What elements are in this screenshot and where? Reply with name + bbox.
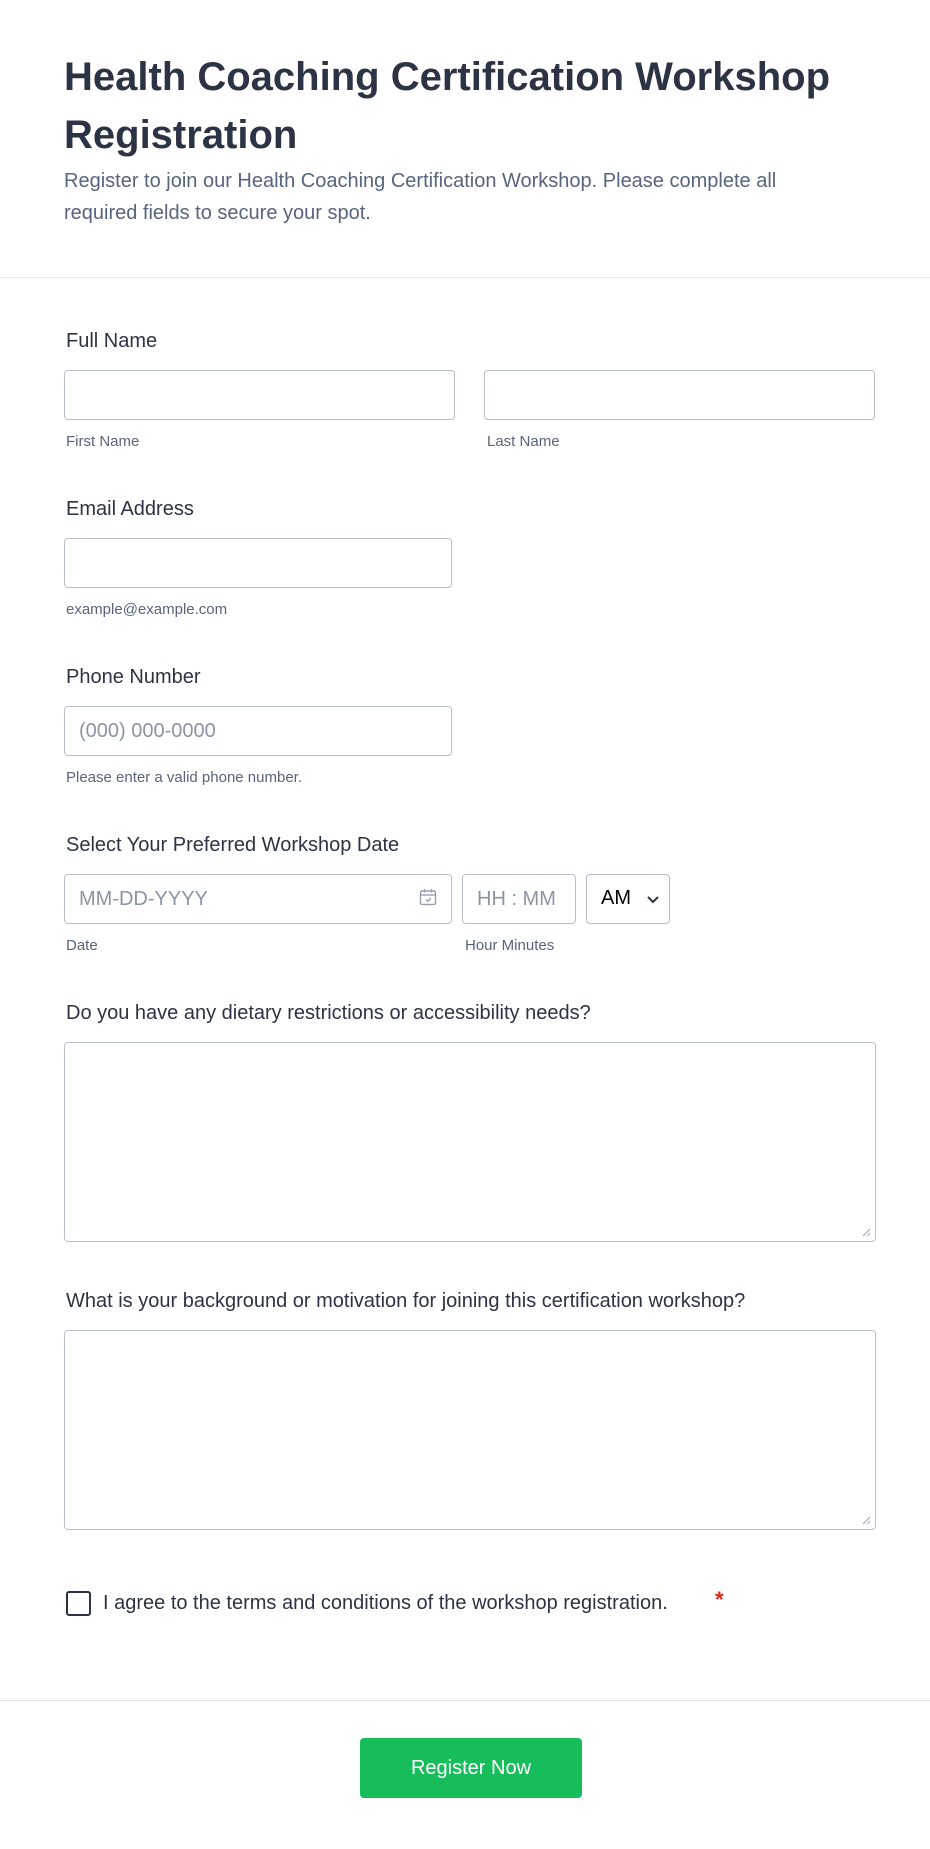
- workshop-date-label: Select Your Preferred Workshop Date: [66, 834, 400, 856]
- email-label: Email Address: [66, 498, 194, 520]
- chevron-down-icon: [645, 891, 661, 907]
- time-input[interactable]: [462, 874, 576, 924]
- terms-checkbox[interactable]: [66, 1591, 91, 1616]
- email-sublabel: example@example.com: [66, 601, 228, 618]
- date-sublabel: Date: [66, 937, 98, 954]
- phone-sublabel: Please enter a valid phone number.: [66, 769, 302, 786]
- dietary-textarea[interactable]: [64, 1042, 876, 1242]
- register-now-button[interactable]: Register Now: [360, 1738, 582, 1798]
- required-mark: *: [715, 1587, 724, 1612]
- motivation-textarea[interactable]: [64, 1330, 876, 1530]
- ampm-select[interactable]: [586, 874, 670, 924]
- resize-handle-icon[interactable]: [861, 1227, 871, 1237]
- form-description: Register to join our Health Coaching Certification Workshop. Please complete all required fields to secure your spot.: [64, 170, 777, 224]
- first-name-input[interactable]: [64, 370, 455, 420]
- last-name-input[interactable]: [484, 370, 875, 420]
- full-name-label: Full Name: [66, 330, 158, 352]
- phone-input[interactable]: [64, 706, 452, 756]
- resize-handle-icon[interactable]: [861, 1515, 871, 1525]
- calendar-icon[interactable]: [418, 887, 438, 907]
- last-name-sublabel: Last Name: [487, 433, 560, 450]
- email-input[interactable]: [64, 538, 452, 588]
- time-sublabel: Hour Minutes: [465, 937, 555, 954]
- first-name-sublabel: First Name: [66, 433, 140, 450]
- form-header: [0, 0, 930, 278]
- date-input[interactable]: [64, 874, 452, 924]
- dietary-label: Do you have any dietary restrictions or accessibility needs?: [66, 1002, 591, 1024]
- phone-label: Phone Number: [66, 666, 201, 688]
- ampm-value: AM: [601, 887, 631, 909]
- form-title: Health Coaching Certification Workshop Registration: [64, 55, 830, 157]
- motivation-label: What is your background or motivation for joining this certification workshop?: [66, 1290, 746, 1312]
- terms-label[interactable]: I agree to the terms and conditions of the workshop registration.: [103, 1592, 668, 1614]
